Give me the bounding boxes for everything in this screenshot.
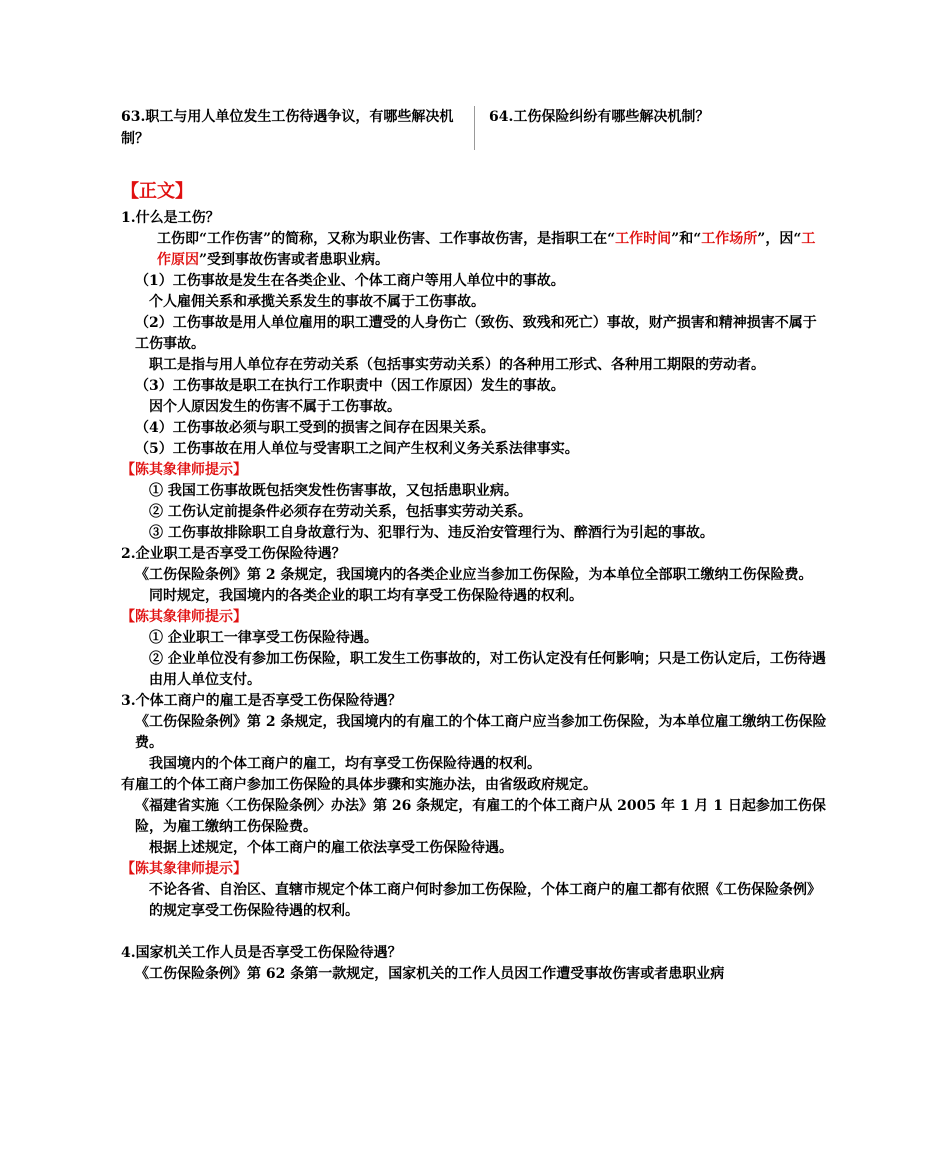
highlight-work-time: 工作时间 <box>615 231 672 247</box>
paragraph: 根据上述规定，个体工商户的雇工依法享受工伤保险待遇。 <box>149 840 513 856</box>
lawyer-tip-heading: 【陈其象律师提示】 <box>121 861 247 877</box>
paragraph: 《工伤保险条例》第 62 条第一款规定，国家机关的工作人员因工作遭受事故伤害或者患职业病 <box>135 966 725 982</box>
toc-item-64[interactable]: 64.工伤保险纠纷有哪些解决机制？ <box>489 109 710 125</box>
tip-item: ③ 工伤事故排除职工自身故意行为、犯罪行为、违反治安管理行为、醉酒行为引起的事故。 <box>149 525 714 541</box>
paragraph: 同时规定，我国境内的各类企业的职工均有享受工伤保险待遇的权利。 <box>149 588 583 604</box>
paragraph: （2）工伤事故是用人单位雇用的职工遭受的人身伤亡（致伤、致残和死亡）事故，财产损害和精神损害不属于工伤事故。 <box>135 315 817 352</box>
paragraph: （3）工伤事故是职工在执行工作职责中（因工作原因）发生的事故。 <box>135 378 565 394</box>
lawyer-tip-heading: 【陈其象律师提示】 <box>121 462 247 478</box>
toc-divider <box>474 106 475 150</box>
lawyer-tip-heading: 【陈其象律师提示】 <box>121 609 247 625</box>
paragraph: 职工是指与用人单位存在劳动关系（包括事实劳动关系）的各种用工形式、各种用工期限的劳动者。 <box>149 357 765 373</box>
paragraph: （1）工伤事故是发生在各类企业、个体工商户等用人单位中的事故。 <box>135 273 565 289</box>
toc-item-63[interactable]: 63.职工与用人单位发生工伤待遇争议，有哪些解决机制？ <box>121 109 454 147</box>
paragraph: 《工伤保险条例》第 2 条规定，我国境内的各类企业应当参加工伤保险，为本单位全部职工缴纳工伤保险费。 <box>135 567 813 583</box>
toc-row <box>121 106 821 152</box>
paragraph: 《福建省实施〈工伤保险条例〉办法》第 26 条规定，有雇工的个体工商户从 2005 年 1 月 1 日起参加工伤保险，为雇工缴纳工伤保险费。 <box>135 798 826 835</box>
tip-item: ① 我国工伤事故既包括突发性伤害事故，又包括患职业病。 <box>149 483 518 499</box>
paragraph: 《工伤保险条例》第 2 条规定，我国境内的有雇工的个体工商户应当参加工伤保险，为本单位雇工缴纳工伤保险费。 <box>135 714 827 751</box>
paragraph: （4）工伤事故必须与职工受到的损害之间存在因果关系。 <box>135 420 495 436</box>
tip-item: ② 工伤认定前提条件必须存在劳动关系，包括事实劳动关系。 <box>149 504 532 520</box>
section-title: 3.个体工商户的雇工是否享受工伤保险待遇？ <box>121 693 402 709</box>
paragraph: 我国境内的个体工商户的雇工，均有享受工伤保险待遇的权利。 <box>149 756 541 772</box>
section-title: 2.企业职工是否享受工伤保险待遇？ <box>121 546 346 562</box>
tip-item: 不论各省、自治区、直辖市规定个体工商户何时参加工伤保险，个体工商户的雇工都有依照《工伤保险条例》的规定享受工伤保险待遇的权利。 <box>149 882 821 919</box>
tip-item: ② 企业单位没有参加工伤保险，职工发生工伤事故的，对工伤认定没有任何影响；只是工伤认定后，工伤待遇由用人单位支付。 <box>149 651 826 688</box>
definition-paragraph: 工伤即“工作伤害”的简称，又称为职业伤害、工作事故伤害，是指职工在“工作时间”和“工作场所”，因“工作原因”受到事故伤害或者患职业病。 <box>157 231 816 268</box>
paragraph: 因个人原因发生的伤害不属于工伤事故。 <box>149 399 401 415</box>
paragraph: 有雇工的个体工商户参加工伤保险的具体步骤和实施办法，由省级政府规定。 <box>121 777 597 793</box>
paragraph: 个人雇佣关系和承揽关系发生的事故不属于工伤事故。 <box>149 294 485 310</box>
highlight-work-place: 工作场所 <box>701 231 758 247</box>
paragraph: （5）工伤事故在用人单位与受害职工之间产生权利义务关系法律事实。 <box>135 441 579 457</box>
section-title: 1.什么是工伤？ <box>121 210 220 226</box>
document-body <box>121 178 829 985</box>
highlight-work-reason: 工作原因 <box>157 231 816 268</box>
main-heading: 【正文】 <box>121 181 193 202</box>
section-title: 4.国家机关工作人员是否享受工伤保险待遇？ <box>121 945 402 961</box>
tip-item: ① 企业职工一律享受工伤保险待遇。 <box>149 630 378 646</box>
spacer <box>121 922 829 943</box>
